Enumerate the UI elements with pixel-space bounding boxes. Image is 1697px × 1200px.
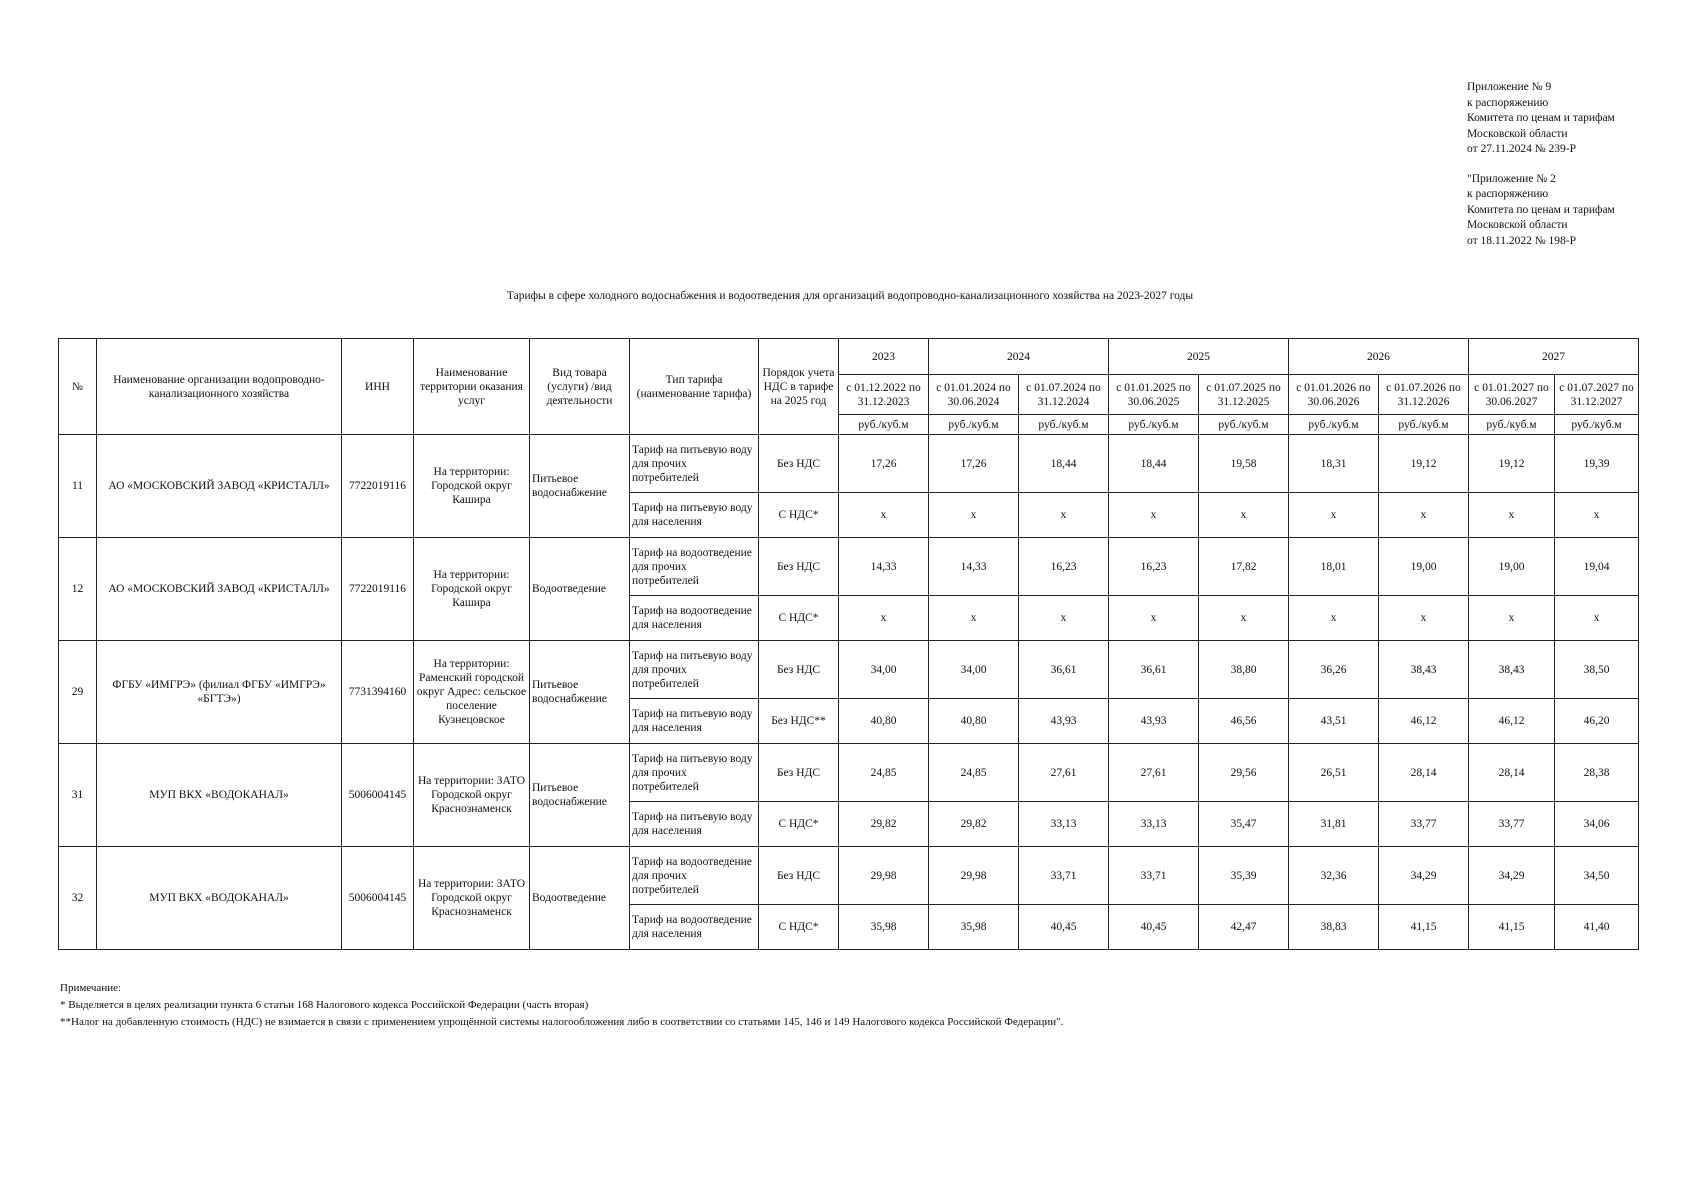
org-inn: 5006004145 (342, 744, 414, 847)
org-name: МУП ВКХ «ВОДОКАНАЛ» (97, 847, 342, 950)
header-period: с 01.07.2026 по 31.12.2026 (1379, 375, 1469, 415)
tariff-value: 17,26 (929, 435, 1019, 493)
product-type: Водоотведение (530, 847, 630, 950)
org-name: МУП ВКХ «ВОДОКАНАЛ» (97, 744, 342, 847)
tariff-value: 19,04 (1555, 538, 1639, 596)
tariff-value: 19,12 (1469, 435, 1555, 493)
tariff-value: 34,29 (1469, 847, 1555, 905)
tariff-value: х (1019, 596, 1109, 641)
tariff-value: х (1469, 493, 1555, 538)
vat-mode: Без НДС (759, 538, 839, 596)
header-year: 2025 (1109, 339, 1289, 375)
tariff-value: 14,33 (929, 538, 1019, 596)
tariff-value: 34,06 (1555, 802, 1639, 847)
original-appendix-line: от 18.11.2022 № 198-Р (1467, 234, 1577, 247)
tariff-value: х (929, 596, 1019, 641)
tariff-value: х (1555, 596, 1639, 641)
tariff-value: 40,80 (929, 699, 1019, 744)
original-appendix-line: Комитета по ценам и тарифам (1467, 203, 1615, 216)
tariff-value: 29,82 (839, 802, 929, 847)
header-unit: руб./куб.м (1289, 415, 1379, 435)
tariff-value: х (1199, 596, 1289, 641)
tariff-value: 14,33 (839, 538, 929, 596)
header-period: с 01.07.2024 по 31.12.2024 (1019, 375, 1109, 415)
row-number: 29 (59, 641, 97, 744)
tariff-value: 28,14 (1469, 744, 1555, 802)
row-number: 12 (59, 538, 97, 641)
territory: На территории: Раменский городской округ Адрес: сельское поселение Кузнецовское (414, 641, 530, 744)
appendix-header (1467, 80, 1687, 249)
org-inn: 7722019116 (342, 435, 414, 538)
vat-mode: С НДС* (759, 493, 839, 538)
tariff-value: 35,47 (1199, 802, 1289, 847)
territory: На территории: Городской округ Кашира (414, 435, 530, 538)
tariff-value: х (839, 596, 929, 641)
original-appendix-line: Московской области (1467, 219, 1568, 231)
header-unit: руб./куб.м (1109, 415, 1199, 435)
tariff-value: 33,77 (1469, 802, 1555, 847)
tariff-value: х (1289, 493, 1379, 538)
header-year: 2026 (1289, 339, 1469, 375)
territory: На территории: Городской округ Кашира (414, 538, 530, 641)
vat-mode: Без НДС (759, 847, 839, 905)
tariff-value: 29,56 (1199, 744, 1289, 802)
vat-mode: Без НДС (759, 435, 839, 493)
header-year: 2023 (839, 339, 929, 375)
note-line: * Выделяется в целях реализации пункта 6 статьи 168 Налогового кодекса Российской Федерации (часть вторая) (60, 999, 589, 1011)
tariff-value: 38,80 (1199, 641, 1289, 699)
tariff-value: 29,82 (929, 802, 1019, 847)
tariff-value: х (1289, 596, 1379, 641)
tariff-type: Тариф на питьевую воду для прочих потребителей (630, 435, 759, 493)
tariff-value: 42,47 (1199, 905, 1289, 950)
table-row (59, 538, 1639, 596)
vat-mode: Без НДС (759, 744, 839, 802)
tariff-type: Тариф на питьевую воду для прочих потребителей (630, 641, 759, 699)
header-territory: Наименование территории оказания услуг (414, 339, 530, 435)
tariff-value: 33,71 (1109, 847, 1199, 905)
tariff-value: 40,80 (839, 699, 929, 744)
header-num: № (59, 339, 97, 435)
tariff-value: 41,15 (1469, 905, 1555, 950)
tariff-value: 34,00 (929, 641, 1019, 699)
notes-heading: Примечание: (60, 982, 122, 994)
header-product: Вид товара (услуги) /вид деятельности (530, 339, 630, 435)
header-period: с 01.01.2024 по 30.06.2024 (929, 375, 1019, 415)
tariff-value: 35,98 (839, 905, 929, 950)
header-org: Наименование организации водопроводно-канализационного хозяйства (97, 339, 342, 435)
tariff-value: 19,12 (1379, 435, 1469, 493)
tariff-value: 33,77 (1379, 802, 1469, 847)
org-name: ФГБУ «ИМГРЭ» (филиал ФГБУ «ИМГРЭ» «БГТЭ») (97, 641, 342, 744)
tariff-value: 31,81 (1289, 802, 1379, 847)
tariff-value: 17,82 (1199, 538, 1289, 596)
tariff-value: 43,93 (1109, 699, 1199, 744)
header-period: с 01.07.2025 по 31.12.2025 (1199, 375, 1289, 415)
original-appendix-line: "Приложение № 2 (1467, 172, 1556, 185)
tariff-value: 41,40 (1555, 905, 1639, 950)
tariff-type: Тариф на водоотведение для прочих потребителей (630, 538, 759, 596)
tariff-value: 29,98 (929, 847, 1019, 905)
header-period: с 01.01.2025 по 30.06.2025 (1109, 375, 1199, 415)
org-inn: 7731394160 (342, 641, 414, 744)
tariff-type: Тариф на питьевую воду для населения (630, 802, 759, 847)
header-unit: руб./куб.м (1379, 415, 1469, 435)
appendix-line: Московской области (1467, 127, 1568, 140)
tariff-value: х (1109, 493, 1199, 538)
tariff-value: 38,83 (1289, 905, 1379, 950)
header-inn: ИНН (342, 339, 414, 435)
tariff-value: х (1555, 493, 1639, 538)
tariff-value: 27,61 (1109, 744, 1199, 802)
tariff-value: 33,13 (1019, 802, 1109, 847)
header-period: с 01.07.2027 по 31.12.2027 (1555, 375, 1639, 415)
header-gap (1467, 158, 1687, 172)
territory: На территории: ЗАТО Городской округ Краснознаменск (414, 847, 530, 950)
note-line: **Налог на добавленную стоимость (НДС) не взимается в связи с применением упрощённой системы налогообложения либо в соответствии со статьями 145, 146 и 149 Налогового кодекса Российской Федерации". (60, 1016, 1064, 1028)
tariff-value: 36,26 (1289, 641, 1379, 699)
tariff-value: 33,71 (1019, 847, 1109, 905)
product-type: Питьевое водоснабжение (530, 435, 630, 538)
tariff-value: 46,12 (1469, 699, 1555, 744)
org-name: АО «МОСКОВСКИЙ ЗАВОД «КРИСТАЛЛ» (97, 435, 342, 538)
tariff-value: 16,23 (1109, 538, 1199, 596)
tariff-value: х (839, 493, 929, 538)
tariff-value: 36,61 (1019, 641, 1109, 699)
tariff-value: 18,31 (1289, 435, 1379, 493)
tariff-value: х (929, 493, 1019, 538)
tariff-value: 35,39 (1199, 847, 1289, 905)
tariff-value: х (1199, 493, 1289, 538)
tariff-value: 34,00 (839, 641, 929, 699)
header-unit: руб./куб.м (1199, 415, 1289, 435)
header-unit: руб./куб.м (929, 415, 1019, 435)
tariff-value: 32,36 (1289, 847, 1379, 905)
tariff-value: 43,93 (1019, 699, 1109, 744)
tariff-value: х (1469, 596, 1555, 641)
tariff-value: 41,15 (1379, 905, 1469, 950)
tariff-value: 18,44 (1109, 435, 1199, 493)
header-tariff-type: Тип тарифа (наименование тарифа) (630, 339, 759, 435)
tariff-value: х (1379, 596, 1469, 641)
document-title: Тарифы в сфере холодного водоснабжения и водоотведения для организаций водопроводно-канализационного хозяйства на 2023-2027 годы (506, 290, 1194, 302)
header-unit: руб./куб.м (1019, 415, 1109, 435)
tariff-value: 40,45 (1109, 905, 1199, 950)
tariff-value: 43,51 (1289, 699, 1379, 744)
tariff-type: Тариф на водоотведение для населения (630, 905, 759, 950)
table-row (59, 641, 1639, 699)
header-unit: руб./куб.м (1555, 415, 1639, 435)
tariff-value: 46,12 (1379, 699, 1469, 744)
tariff-value: 26,51 (1289, 744, 1379, 802)
vat-mode: С НДС* (759, 802, 839, 847)
tariff-value: х (1109, 596, 1199, 641)
tariff-value: 29,98 (839, 847, 929, 905)
tariff-value: 40,45 (1019, 905, 1109, 950)
tariff-type: Тариф на питьевую воду для прочих потребителей (630, 744, 759, 802)
table-row (59, 435, 1639, 493)
appendix-line: Комитета по ценам и тарифам (1467, 112, 1615, 124)
header-unit: руб./куб.м (1469, 415, 1555, 435)
header-unit: руб./куб.м (839, 415, 929, 435)
row-number: 11 (59, 435, 97, 538)
tariff-value: 28,14 (1379, 744, 1469, 802)
tariff-value: 38,43 (1469, 641, 1555, 699)
tariff-type: Тариф на водоотведение для прочих потребителей (630, 847, 759, 905)
tariff-type: Тариф на питьевую воду для населения (630, 699, 759, 744)
tariff-value: х (1379, 493, 1469, 538)
tariff-value: 18,44 (1019, 435, 1109, 493)
header-period: с 01.01.2026 по 30.06.2026 (1289, 375, 1379, 415)
header-period: с 01.12.2022 по 31.12.2023 (839, 375, 929, 415)
vat-mode: Без НДС** (759, 699, 839, 744)
notes (60, 980, 1063, 1031)
tariff-value: 16,23 (1019, 538, 1109, 596)
tariff-value: 19,39 (1555, 435, 1639, 493)
org-inn: 5006004145 (342, 847, 414, 950)
tariff-value: 38,50 (1555, 641, 1639, 699)
vat-mode: Без НДС (759, 641, 839, 699)
tariff-value: 34,50 (1555, 847, 1639, 905)
row-number: 32 (59, 847, 97, 950)
tariff-value: 46,56 (1199, 699, 1289, 744)
tariff-value: 24,85 (929, 744, 1019, 802)
header-period: с 01.01.2027 по 30.06.2027 (1469, 375, 1555, 415)
tariff-value: х (1019, 493, 1109, 538)
tariff-value: 34,29 (1379, 847, 1469, 905)
tariff-value: 33,13 (1109, 802, 1199, 847)
tariff-value: 19,00 (1469, 538, 1555, 596)
product-type: Водоотведение (530, 538, 630, 641)
appendix-line: Приложение № 9 (1467, 81, 1552, 93)
table-row (59, 744, 1639, 802)
tariff-value: 19,58 (1199, 435, 1289, 493)
tariff-value: 17,26 (839, 435, 929, 493)
appendix-line: от 27.11.2024 № 239-Р (1467, 143, 1577, 155)
org-inn: 7722019116 (342, 538, 414, 641)
tariff-type: Тариф на питьевую воду для населения (630, 493, 759, 538)
tariff-value: 46,20 (1555, 699, 1639, 744)
header-year: 2027 (1469, 339, 1639, 375)
tariff-value: 27,61 (1019, 744, 1109, 802)
original-appendix-line: к распоряжению (1467, 188, 1549, 200)
tariff-value: 35,98 (929, 905, 1019, 950)
tariff-value: 24,85 (839, 744, 929, 802)
header-vat: Порядок учета НДС в тарифе на 2025 год (759, 339, 839, 435)
row-number: 31 (59, 744, 97, 847)
header-year: 2024 (929, 339, 1109, 375)
product-type: Питьевое водоснабжение (530, 744, 630, 847)
tariff-table (58, 338, 1639, 950)
table-row (59, 847, 1639, 905)
tariff-type: Тариф на водоотведение для населения (630, 596, 759, 641)
tariff-value: 19,00 (1379, 538, 1469, 596)
territory: На территории: ЗАТО Городской округ Краснознаменск (414, 744, 530, 847)
org-name: АО «МОСКОВСКИЙ ЗАВОД «КРИСТАЛЛ» (97, 538, 342, 641)
product-type: Питьевое водоснабжение (530, 641, 630, 744)
tariff-value: 28,38 (1555, 744, 1639, 802)
appendix-line: к распоряжению (1467, 96, 1549, 109)
vat-mode: С НДС* (759, 905, 839, 950)
tariff-value: 36,61 (1109, 641, 1199, 699)
tariff-value: 18,01 (1289, 538, 1379, 596)
tariff-value: 38,43 (1379, 641, 1469, 699)
vat-mode: С НДС* (759, 596, 839, 641)
